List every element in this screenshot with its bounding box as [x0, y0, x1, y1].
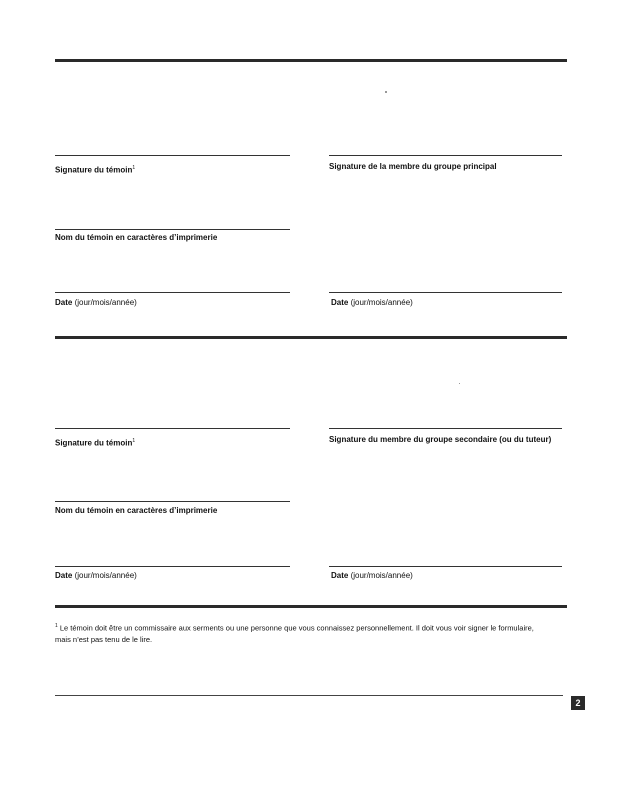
secondary-member-signature-line[interactable] — [329, 428, 562, 429]
date-line-right-1[interactable] — [329, 292, 562, 293]
witness-signature-line-2[interactable] — [55, 428, 290, 429]
date-line-right-2[interactable] — [329, 566, 562, 567]
top-divider — [55, 59, 567, 62]
witness-signature-label-2: Signature du témoin$^1$ — [55, 438, 136, 448]
footer-rule — [55, 695, 563, 696]
section-divider — [55, 336, 567, 339]
primary-member-signature-line[interactable] — [329, 155, 562, 156]
scan-speck — [459, 383, 460, 384]
date-label-right-2: Date (jour/mois/année) — [331, 571, 413, 580]
witness-footnote: $^1$ Le témoin doit être un commissaire aux serments ou une personne que vous connaissez personnellement. Il doit vous voir signer le formulaire, mais n’est pas tenu de le lire. — [55, 623, 534, 644]
date-label-right-1: Date (jour/mois/année) — [331, 298, 413, 307]
date-line-left-1[interactable] — [55, 292, 290, 293]
secondary-member-signature-label: Signature du membre du groupe secondaire (ou du tuteur) — [329, 435, 552, 444]
witness-name-line-1[interactable] — [55, 229, 290, 230]
scan-speck — [385, 91, 387, 93]
witness-name-label-1: Nom du témoin en caractères d’imprimerie — [55, 233, 218, 242]
date-line-left-2[interactable] — [55, 566, 290, 567]
witness-signature-line-1[interactable] — [55, 155, 290, 156]
date-label-left-1: Date (jour/mois/année) — [55, 298, 137, 307]
page-number: 2 — [575, 698, 581, 708]
primary-member-signature-label: Signature de la membre du groupe principal — [329, 162, 497, 171]
page-number-badge — [571, 696, 585, 710]
witness-name-line-2[interactable] — [55, 501, 290, 502]
witness-signature-label-1: Signature du témoin$^1$ — [55, 165, 136, 175]
witness-name-label-2: Nom du témoin en caractères d’imprimerie — [55, 506, 218, 515]
date-label-left-2: Date (jour/mois/année) — [55, 571, 137, 580]
footnote-divider — [55, 605, 567, 608]
